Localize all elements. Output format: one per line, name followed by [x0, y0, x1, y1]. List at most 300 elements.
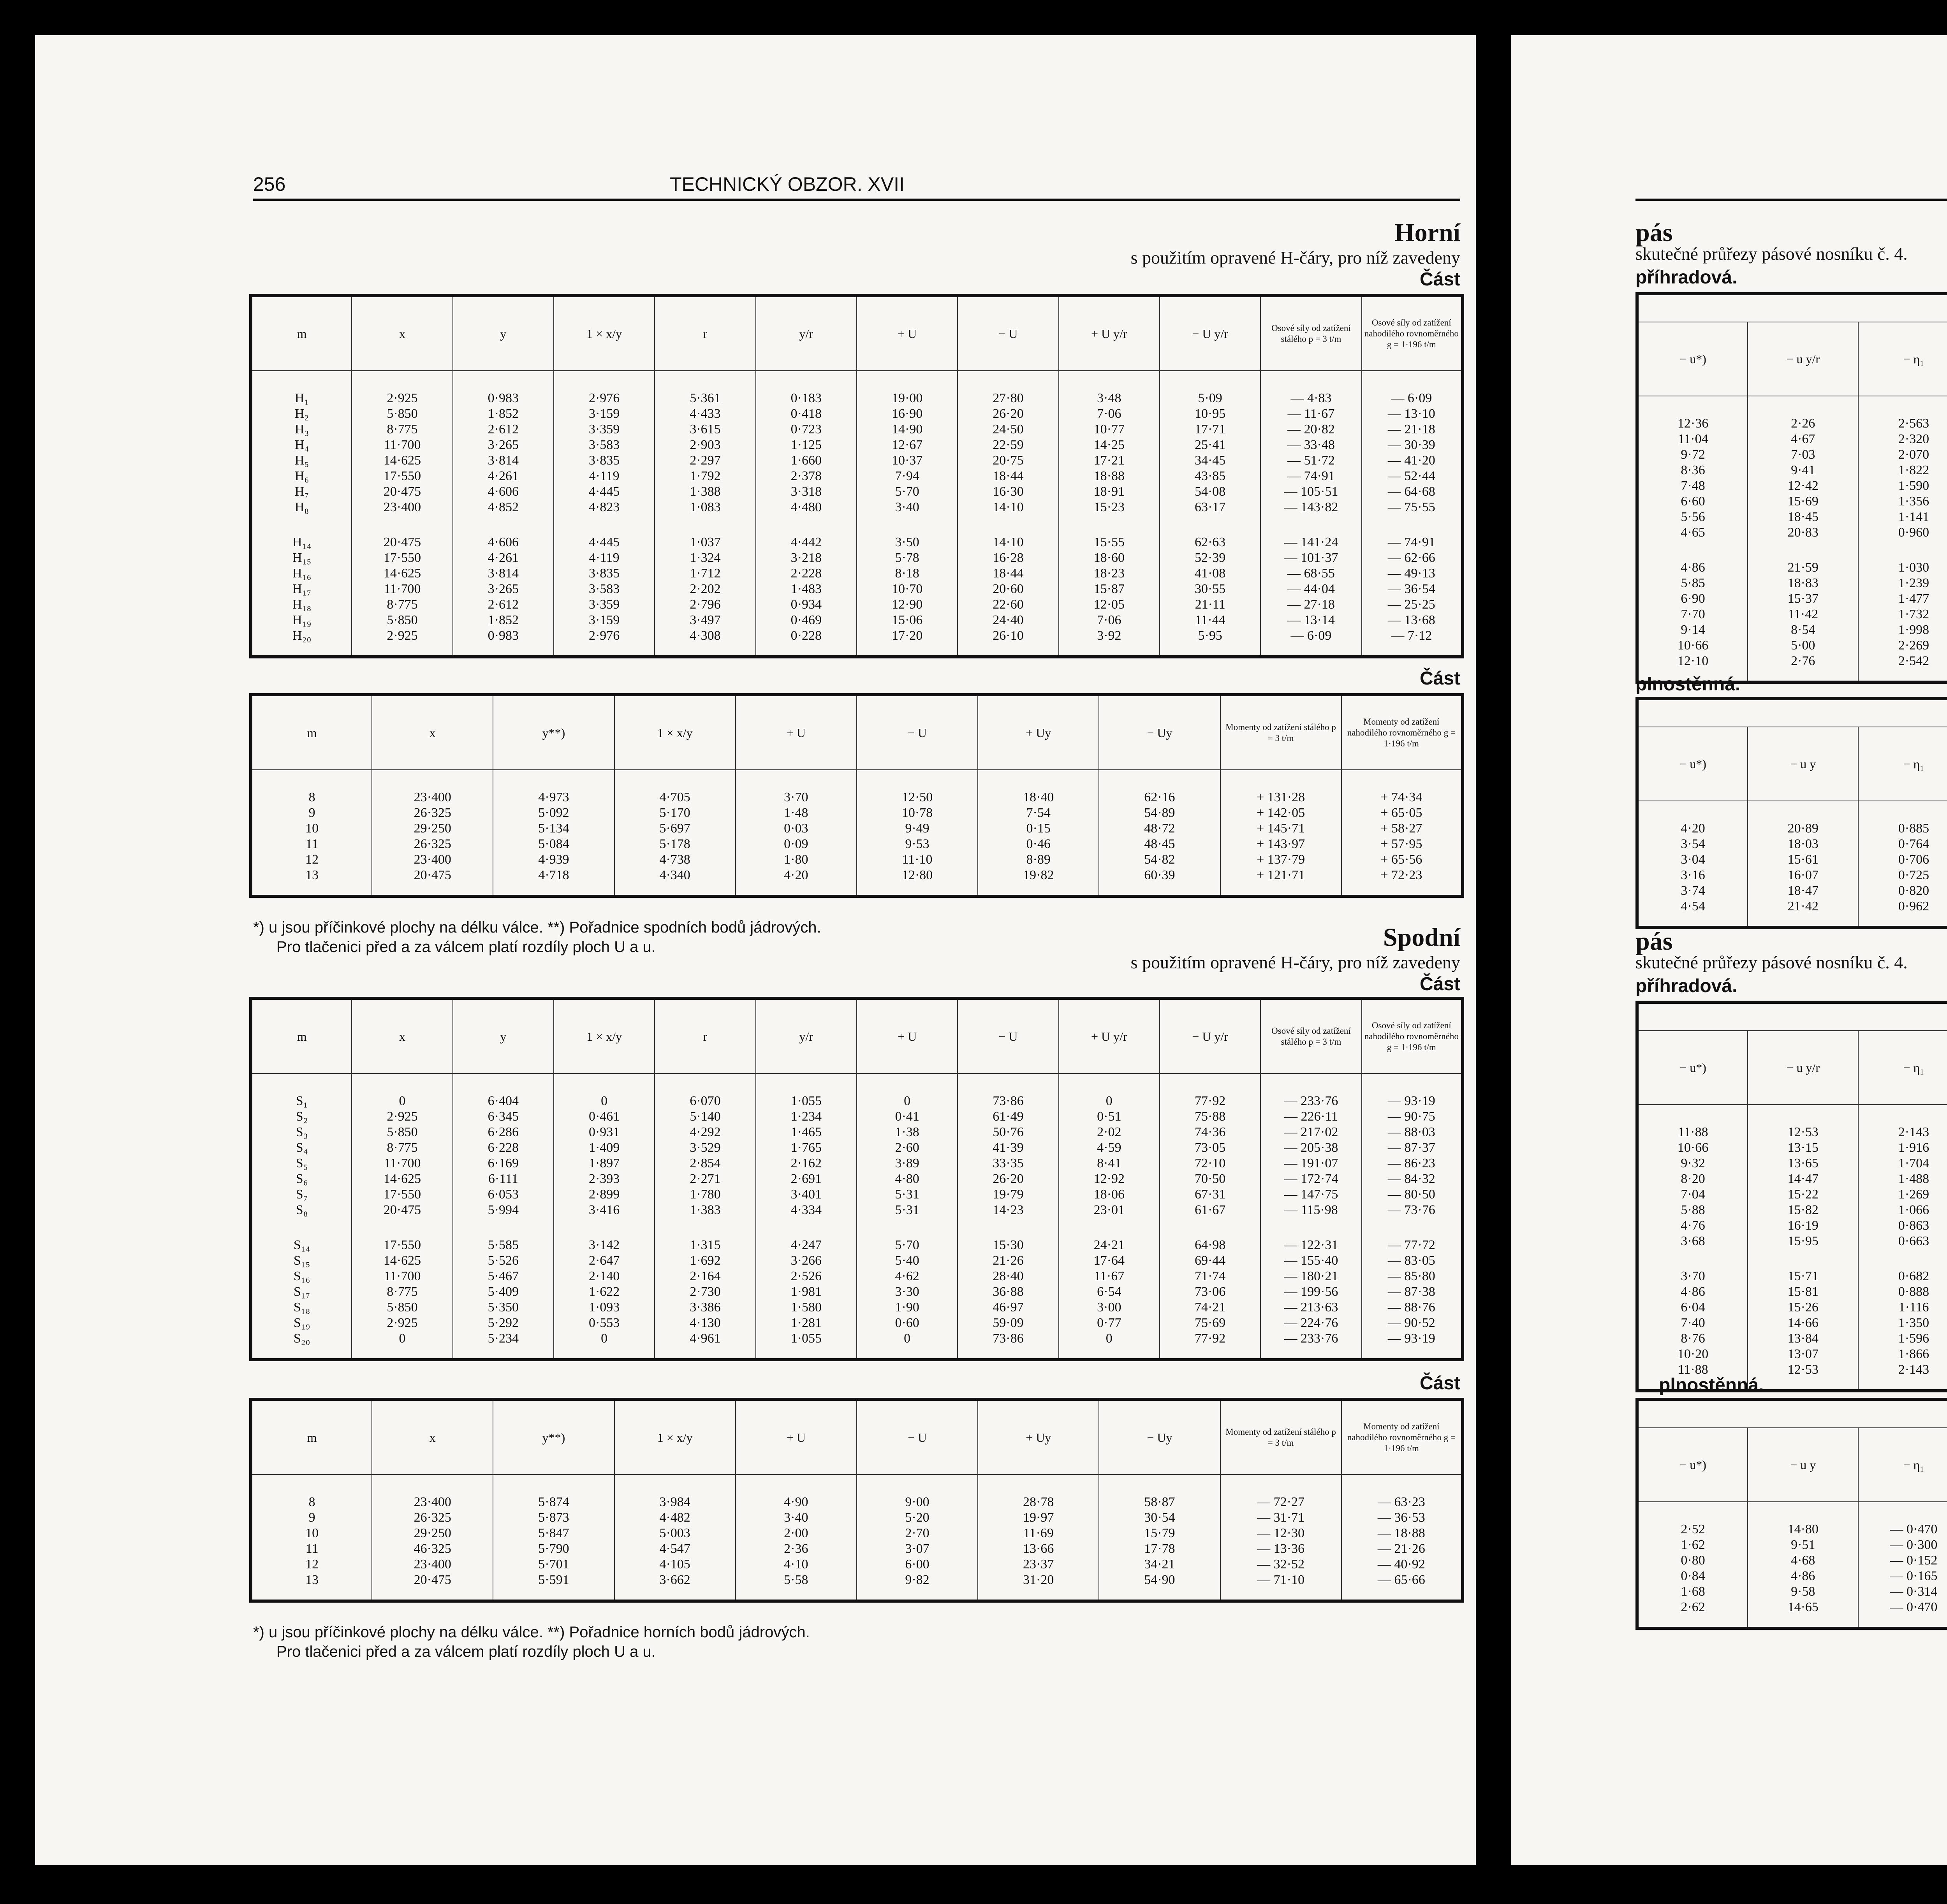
table-cell: 10·20	[1637, 1346, 1748, 1362]
table-row	[251, 515, 1463, 550]
table-cell: 71·74	[1160, 1269, 1260, 1284]
table-cell: H₁₆	[251, 566, 352, 581]
table-cell: 5·697	[614, 821, 736, 836]
table-cell: 0·09	[736, 836, 857, 852]
table-cell: 2·976	[554, 371, 655, 406]
table-cell: 16·19	[1748, 1218, 1858, 1234]
table-cell: 5·585	[453, 1218, 554, 1253]
table-cell: 14·23	[958, 1202, 1058, 1218]
column-header: − u y	[1748, 1428, 1858, 1502]
table-cell: — 20·82	[1260, 422, 1361, 437]
table-cell: 2·143	[1858, 1105, 1947, 1140]
table-cell: — 213·63	[1260, 1300, 1361, 1315]
table-cell: 59·09	[958, 1315, 1058, 1331]
table-cell: 9·82	[857, 1572, 978, 1601]
table-cell: + 143·97	[1220, 836, 1341, 852]
group-road-roller	[1637, 1002, 1947, 1031]
table-row	[251, 1253, 1463, 1269]
table-cell: 6·345	[453, 1109, 554, 1124]
table-cell: 5·847	[493, 1526, 614, 1541]
table-cell: 9·32	[1637, 1156, 1748, 1171]
table-cell: 2·903	[655, 437, 755, 453]
table-cell: — 0·152	[1858, 1553, 1947, 1568]
table-cell: 0·51	[1059, 1109, 1160, 1124]
table-cell: — 141·24	[1260, 515, 1361, 550]
table-row	[251, 437, 1463, 453]
table-cell: 0	[352, 1331, 452, 1360]
table-row	[1637, 447, 1947, 463]
table-cell: — 80·50	[1362, 1187, 1463, 1202]
table-cell: — 62·66	[1362, 550, 1463, 566]
column-header: − U	[958, 998, 1058, 1073]
table-cell: 13	[251, 868, 372, 896]
table-cell: 5·00	[1748, 638, 1858, 653]
column-header: − u*)	[1637, 727, 1748, 801]
table-cell: S₁₆	[251, 1269, 352, 1284]
table-row	[251, 371, 1463, 406]
table-cell: 27·80	[958, 371, 1058, 406]
table-row	[251, 1300, 1463, 1315]
table-row	[251, 1109, 1463, 1124]
table-cell: — 11·67	[1260, 406, 1361, 422]
table-cell: 18·45	[1748, 509, 1858, 525]
table-cell: + 72·23	[1341, 868, 1463, 896]
group-road-roller	[1637, 294, 1947, 322]
column-header: + U y/r	[1059, 296, 1160, 371]
table-cell: H₁₅	[251, 550, 352, 566]
table-cell: — 18·88	[1341, 1526, 1463, 1541]
table-cell: 3·359	[554, 597, 655, 612]
table-cell: 48·72	[1099, 821, 1220, 836]
table-cell: + 142·05	[1220, 805, 1341, 821]
table-cell: 18·44	[958, 566, 1058, 581]
table-cell: 5·58	[736, 1572, 857, 1601]
right-lower-title: pás	[1635, 927, 1673, 956]
table-cell: 4·119	[554, 550, 655, 566]
table-cell: 17·71	[1160, 422, 1260, 437]
table-cell: 2·647	[554, 1253, 655, 1269]
table-cell: — 205·38	[1260, 1140, 1361, 1156]
table-cell: 3·359	[554, 422, 655, 437]
table-cell: 8·18	[857, 566, 958, 581]
table-cell: 6·228	[453, 1140, 554, 1156]
table-cell: 36·88	[958, 1284, 1058, 1300]
column-header: m	[251, 695, 372, 770]
table-cell: 3·318	[756, 484, 857, 500]
table-cell: 3·662	[614, 1572, 736, 1601]
table-cell: 2·228	[756, 566, 857, 581]
table-cell: S₄	[251, 1140, 352, 1156]
right-lower-table-a	[1635, 1001, 1947, 1392]
table-cell: 5·361	[655, 371, 755, 406]
table-cell: 15·06	[857, 612, 958, 628]
table-cell: H₆	[251, 468, 352, 484]
lower-section-b: Část	[1419, 1373, 1460, 1394]
table-cell: H₂₀	[251, 628, 352, 657]
table-row	[251, 550, 1463, 566]
table-cell: 12·53	[1748, 1105, 1858, 1140]
table-cell: + 74·34	[1341, 770, 1463, 805]
table-cell: 0·461	[554, 1109, 655, 1124]
table-cell: 77·92	[1160, 1331, 1260, 1360]
table-cell: — 72·27	[1220, 1475, 1341, 1510]
table-cell: 20·475	[352, 484, 452, 500]
table-cell: 5·701	[493, 1557, 614, 1572]
left-running-header	[253, 171, 1460, 201]
table-cell: 15·22	[1748, 1187, 1858, 1202]
table-cell: 26·325	[372, 805, 493, 821]
table-cell: 18·40	[978, 770, 1099, 805]
table-cell: 4·86	[1637, 1284, 1748, 1300]
table-cell: S₁₉	[251, 1315, 352, 1331]
table-header-row	[251, 1399, 1463, 1475]
table-cell: + 58·27	[1341, 821, 1463, 836]
table-cell: — 87·38	[1362, 1284, 1463, 1300]
table-cell: 34·45	[1160, 453, 1260, 468]
table-cell: 0	[1059, 1331, 1160, 1360]
table-cell: 3·70	[1637, 1249, 1748, 1284]
table-cell: 4·86	[1637, 540, 1748, 575]
table-cell: 5·790	[493, 1541, 614, 1557]
right-upper-subtitle: skutečné průřezy pásové nosníku č. 4.	[1635, 244, 1908, 264]
table-row	[1637, 525, 1947, 540]
table-cell: — 88·03	[1362, 1124, 1463, 1140]
table-cell: 2·854	[655, 1156, 755, 1171]
table-cell: 4·76	[1637, 1218, 1748, 1234]
table-cell: 73·86	[958, 1331, 1058, 1360]
table-cell: 5·850	[352, 406, 452, 422]
table-cell: 2·52	[1637, 1502, 1748, 1537]
table-cell: 0·706	[1858, 852, 1947, 868]
table-cell: 20·475	[352, 515, 452, 550]
table-cell: 1·580	[756, 1300, 857, 1315]
table-cell: 19·00	[857, 371, 958, 406]
table-cell: 4·442	[756, 515, 857, 550]
column-header: y	[453, 998, 554, 1073]
table-cell: 10	[251, 821, 372, 836]
table-cell: — 49·13	[1362, 566, 1463, 581]
table-cell: 5·292	[453, 1315, 554, 1331]
table-cell: — 93·19	[1362, 1073, 1463, 1109]
column-header: Osové síly od zatížení nahodilého rovnoměrného g = 1·196 t/m	[1362, 998, 1463, 1073]
table-cell: 5·850	[352, 1124, 452, 1140]
table-cell: 1·356	[1858, 494, 1947, 509]
table-cell: 33·35	[958, 1156, 1058, 1171]
table-cell: — 74·91	[1260, 468, 1361, 484]
column-header: r	[655, 296, 755, 371]
table-cell: — 233·76	[1260, 1331, 1361, 1360]
table-row	[1637, 638, 1947, 653]
table-row	[251, 1140, 1463, 1156]
table-cell: 0·983	[453, 371, 554, 406]
table-cell: 8·775	[352, 1284, 452, 1300]
table-cell: 73·05	[1160, 1140, 1260, 1156]
table-cell: 12·67	[857, 437, 958, 453]
table-cell: 17·20	[857, 628, 958, 657]
table-cell: 6·053	[453, 1187, 554, 1202]
column-header: y/r	[756, 998, 857, 1073]
table-cell: 3·04	[1637, 852, 1748, 868]
table-cell: 3·814	[453, 453, 554, 468]
table-cell: 26·20	[958, 1171, 1058, 1187]
column-header: − u y	[1748, 727, 1858, 801]
table-cell: 14·66	[1748, 1315, 1858, 1331]
table-cell: 2·925	[352, 628, 452, 657]
table-cell: 11·04	[1637, 431, 1748, 447]
table-cell: 26·325	[372, 1510, 493, 1526]
table-cell: — 6·09	[1362, 371, 1463, 406]
table-cell: 14·47	[1748, 1171, 1858, 1187]
table-cell: 1·125	[756, 437, 857, 453]
table-cell: 1·660	[756, 453, 857, 468]
table-cell: 67·31	[1160, 1187, 1260, 1202]
table-cell: 2·02	[1059, 1124, 1160, 1140]
column-header: + U	[736, 695, 857, 770]
table-cell: 5·003	[614, 1526, 736, 1541]
group-road-roller	[1637, 699, 1947, 727]
table-cell: 0	[857, 1073, 958, 1109]
table-cell: 3·218	[756, 550, 857, 566]
table-cell: 1·383	[655, 1202, 755, 1218]
table-cell: 69·44	[1160, 1253, 1260, 1269]
upper-note-2: Pro tlačenici před a za válcem platí rozdíly ploch U a u.	[276, 938, 656, 956]
table-cell: 26·325	[372, 836, 493, 852]
table-cell: 0·764	[1858, 836, 1947, 852]
table-cell: 20·89	[1748, 801, 1858, 836]
table-cell: — 44·04	[1260, 581, 1361, 597]
table-cell: 14·10	[958, 515, 1058, 550]
table-cell: S₁₅	[251, 1253, 352, 1269]
table-cell: 77·92	[1160, 1073, 1260, 1109]
table-row	[1637, 883, 1947, 899]
table-cell: 9·51	[1748, 1537, 1858, 1553]
table-cell: 54·90	[1099, 1572, 1220, 1601]
table-cell: 3·401	[756, 1187, 857, 1202]
table-cell: 10	[251, 1526, 372, 1541]
table-cell: 13	[251, 1572, 372, 1601]
table-cell: — 115·98	[1260, 1202, 1361, 1218]
table-cell: 8·76	[1637, 1331, 1748, 1346]
table-cell: 11·700	[352, 1269, 452, 1284]
table-cell: 10·37	[857, 453, 958, 468]
table-cell: — 233·76	[1260, 1073, 1361, 1109]
table-cell: 2·162	[756, 1156, 857, 1171]
table-cell: 2·393	[554, 1171, 655, 1187]
table-cell: S₇	[251, 1187, 352, 1202]
right-page	[1511, 35, 1947, 1865]
table-cell: — 217·02	[1260, 1124, 1361, 1140]
table-cell: 5·409	[453, 1284, 554, 1300]
table-cell: 18·47	[1748, 883, 1858, 899]
table-cell: S₁₈	[251, 1300, 352, 1315]
column-header: Momenty od zatížení stálého p = 3 t/m	[1220, 1399, 1341, 1475]
lower-note-2: Pro tlačenici před a za válcem platí rozdíly ploch U a u.	[276, 1643, 656, 1660]
table-row	[1637, 1346, 1947, 1362]
column-header: r	[655, 998, 755, 1073]
table-cell: 11·700	[352, 437, 452, 453]
table-cell: 2·164	[655, 1269, 755, 1284]
table-cell: 5·874	[493, 1475, 614, 1510]
table-cell: 2·62	[1637, 1600, 1748, 1628]
table-cell: 2·526	[756, 1269, 857, 1284]
table-cell: 30·55	[1160, 581, 1260, 597]
table-cell: 5·084	[493, 836, 614, 852]
table-cell: 9	[251, 805, 372, 821]
table-cell: 0·960	[1858, 525, 1947, 540]
table-cell: 70·50	[1160, 1171, 1260, 1187]
table-cell: S₁₄	[251, 1218, 352, 1253]
table-cell: 7·06	[1059, 612, 1160, 628]
table-cell: 4·119	[554, 468, 655, 484]
table-cell: 5·09	[1160, 371, 1260, 406]
table-cell: — 143·82	[1260, 500, 1361, 515]
table-header-row	[1637, 727, 1947, 801]
table-cell: — 64·68	[1362, 484, 1463, 500]
table-cell: — 36·54	[1362, 581, 1463, 597]
table-row	[1637, 1568, 1947, 1584]
table-cell: 1·852	[453, 406, 554, 422]
column-header: − U y/r	[1160, 296, 1260, 371]
table-cell: — 73·76	[1362, 1202, 1463, 1218]
table-cell: 1·732	[1858, 607, 1947, 622]
table-cell: 3·583	[554, 437, 655, 453]
table-cell: 8·20	[1637, 1171, 1748, 1187]
table-cell: 6·60	[1637, 494, 1748, 509]
table-cell: 10·70	[857, 581, 958, 597]
table-cell: — 12·30	[1220, 1526, 1341, 1541]
table-cell: 3·265	[453, 581, 554, 597]
lower-subtitle: s použitím opravené H-čáry, pro níž zavedeny	[1130, 952, 1460, 972]
table-cell: 1·90	[857, 1300, 958, 1315]
table-cell: 6·070	[655, 1073, 755, 1109]
table-cell: 1·315	[655, 1218, 755, 1253]
table-cell: 1·388	[655, 484, 755, 500]
table-cell: 2·269	[1858, 638, 1947, 653]
table-cell: 1·055	[756, 1073, 857, 1109]
table-row	[1637, 591, 1947, 607]
table-cell: 15·69	[1748, 494, 1858, 509]
table-cell: 14·625	[352, 453, 452, 468]
table-cell: 4·65	[1637, 525, 1748, 540]
column-header: 1 × x/y	[614, 695, 736, 770]
table-row	[251, 805, 1463, 821]
table-cell: 5·591	[493, 1572, 614, 1601]
table-cell: — 51·72	[1260, 453, 1361, 468]
table-cell: 34·21	[1099, 1557, 1220, 1572]
table-row	[251, 1475, 1463, 1510]
table-cell: 16·90	[857, 406, 958, 422]
table-row	[251, 1331, 1463, 1360]
table-cell: 1·116	[1858, 1300, 1947, 1315]
table-cell: 12·92	[1059, 1171, 1160, 1187]
table-cell: — 180·21	[1260, 1269, 1361, 1284]
table-cell: 3·984	[614, 1475, 736, 1510]
table-row	[251, 468, 1463, 484]
column-header: − η₁	[1858, 1031, 1947, 1105]
column-header: 1 × x/y	[554, 296, 655, 371]
table-cell: 3·497	[655, 612, 755, 628]
table-cell: 3·70	[736, 770, 857, 805]
table-row	[1637, 478, 1947, 494]
table-cell: — 147·75	[1260, 1187, 1361, 1202]
table-cell: 8	[251, 1475, 372, 1510]
table-cell: 12·80	[857, 868, 978, 896]
table-cell: 4·247	[756, 1218, 857, 1253]
table-cell: H₈	[251, 500, 352, 515]
table-cell: 6·04	[1637, 1300, 1748, 1315]
group-header-row	[1637, 294, 1947, 322]
table-row	[251, 628, 1463, 657]
table-row	[1637, 575, 1947, 591]
table-cell: + 121·71	[1220, 868, 1341, 896]
table-cell: 11·700	[352, 581, 452, 597]
table-cell: 4·10	[736, 1557, 857, 1572]
table-cell: 22·60	[958, 597, 1058, 612]
table-row	[1637, 1600, 1947, 1628]
table-cell: 50·76	[958, 1124, 1058, 1140]
column-header: − u*)	[1637, 322, 1748, 396]
table-cell: — 0·470	[1858, 1600, 1947, 1628]
table-cell: 1·066	[1858, 1202, 1947, 1218]
table-cell: 3·40	[736, 1510, 857, 1526]
table-cell: 1·350	[1858, 1315, 1947, 1331]
table-cell: 62·16	[1099, 770, 1220, 805]
table-cell: 9·72	[1637, 447, 1748, 463]
table-cell: 19·82	[978, 868, 1099, 896]
table-cell: — 0·300	[1858, 1537, 1947, 1553]
table-cell: H₁	[251, 371, 352, 406]
table-cell: 4·292	[655, 1124, 755, 1140]
table-cell: 2·143	[1858, 1362, 1947, 1391]
table-cell: 1·866	[1858, 1346, 1947, 1362]
table-row	[1637, 1218, 1947, 1234]
table-cell: 24·50	[958, 422, 1058, 437]
table-cell: 2·297	[655, 453, 755, 468]
group-header-row	[1637, 1002, 1947, 1031]
table-cell: 46·97	[958, 1300, 1058, 1315]
table-cell: 18·60	[1059, 550, 1160, 566]
group-header-row	[1637, 1399, 1947, 1428]
table-cell: 2·00	[736, 1526, 857, 1541]
table-cell: 17·550	[352, 1187, 452, 1202]
table-cell: 75·69	[1160, 1315, 1260, 1331]
table-cell: 13·65	[1748, 1156, 1858, 1171]
table-row	[251, 422, 1463, 437]
table-cell: 1·488	[1858, 1171, 1947, 1187]
table-row	[1637, 1140, 1947, 1156]
table-cell: 8·36	[1637, 463, 1748, 478]
table-cell: 1·80	[736, 852, 857, 868]
table-cell: 15·71	[1748, 1249, 1858, 1284]
column-header: + Uy	[978, 1399, 1099, 1475]
column-header: x	[352, 998, 452, 1073]
table-cell: 1·055	[756, 1331, 857, 1360]
table-cell: 3·50	[857, 515, 958, 550]
table-cell: 11·88	[1637, 1105, 1748, 1140]
table-cell: 4·939	[493, 852, 614, 868]
table-cell: 1·622	[554, 1284, 655, 1300]
table-cell: 3·835	[554, 566, 655, 581]
table-cell: 0·663	[1858, 1234, 1947, 1249]
column-header: Osové síly od zatížení nahodilého rovnoměrného g = 1·196 t/m	[1362, 296, 1463, 371]
table-row	[251, 1156, 1463, 1171]
table-cell: 0·15	[978, 821, 1099, 836]
table-cell: 1·822	[1858, 463, 1947, 478]
table-cell: 18·44	[958, 468, 1058, 484]
table-cell: 54·89	[1099, 805, 1220, 821]
table-row	[251, 1572, 1463, 1601]
table-cell: 2·140	[554, 1269, 655, 1284]
